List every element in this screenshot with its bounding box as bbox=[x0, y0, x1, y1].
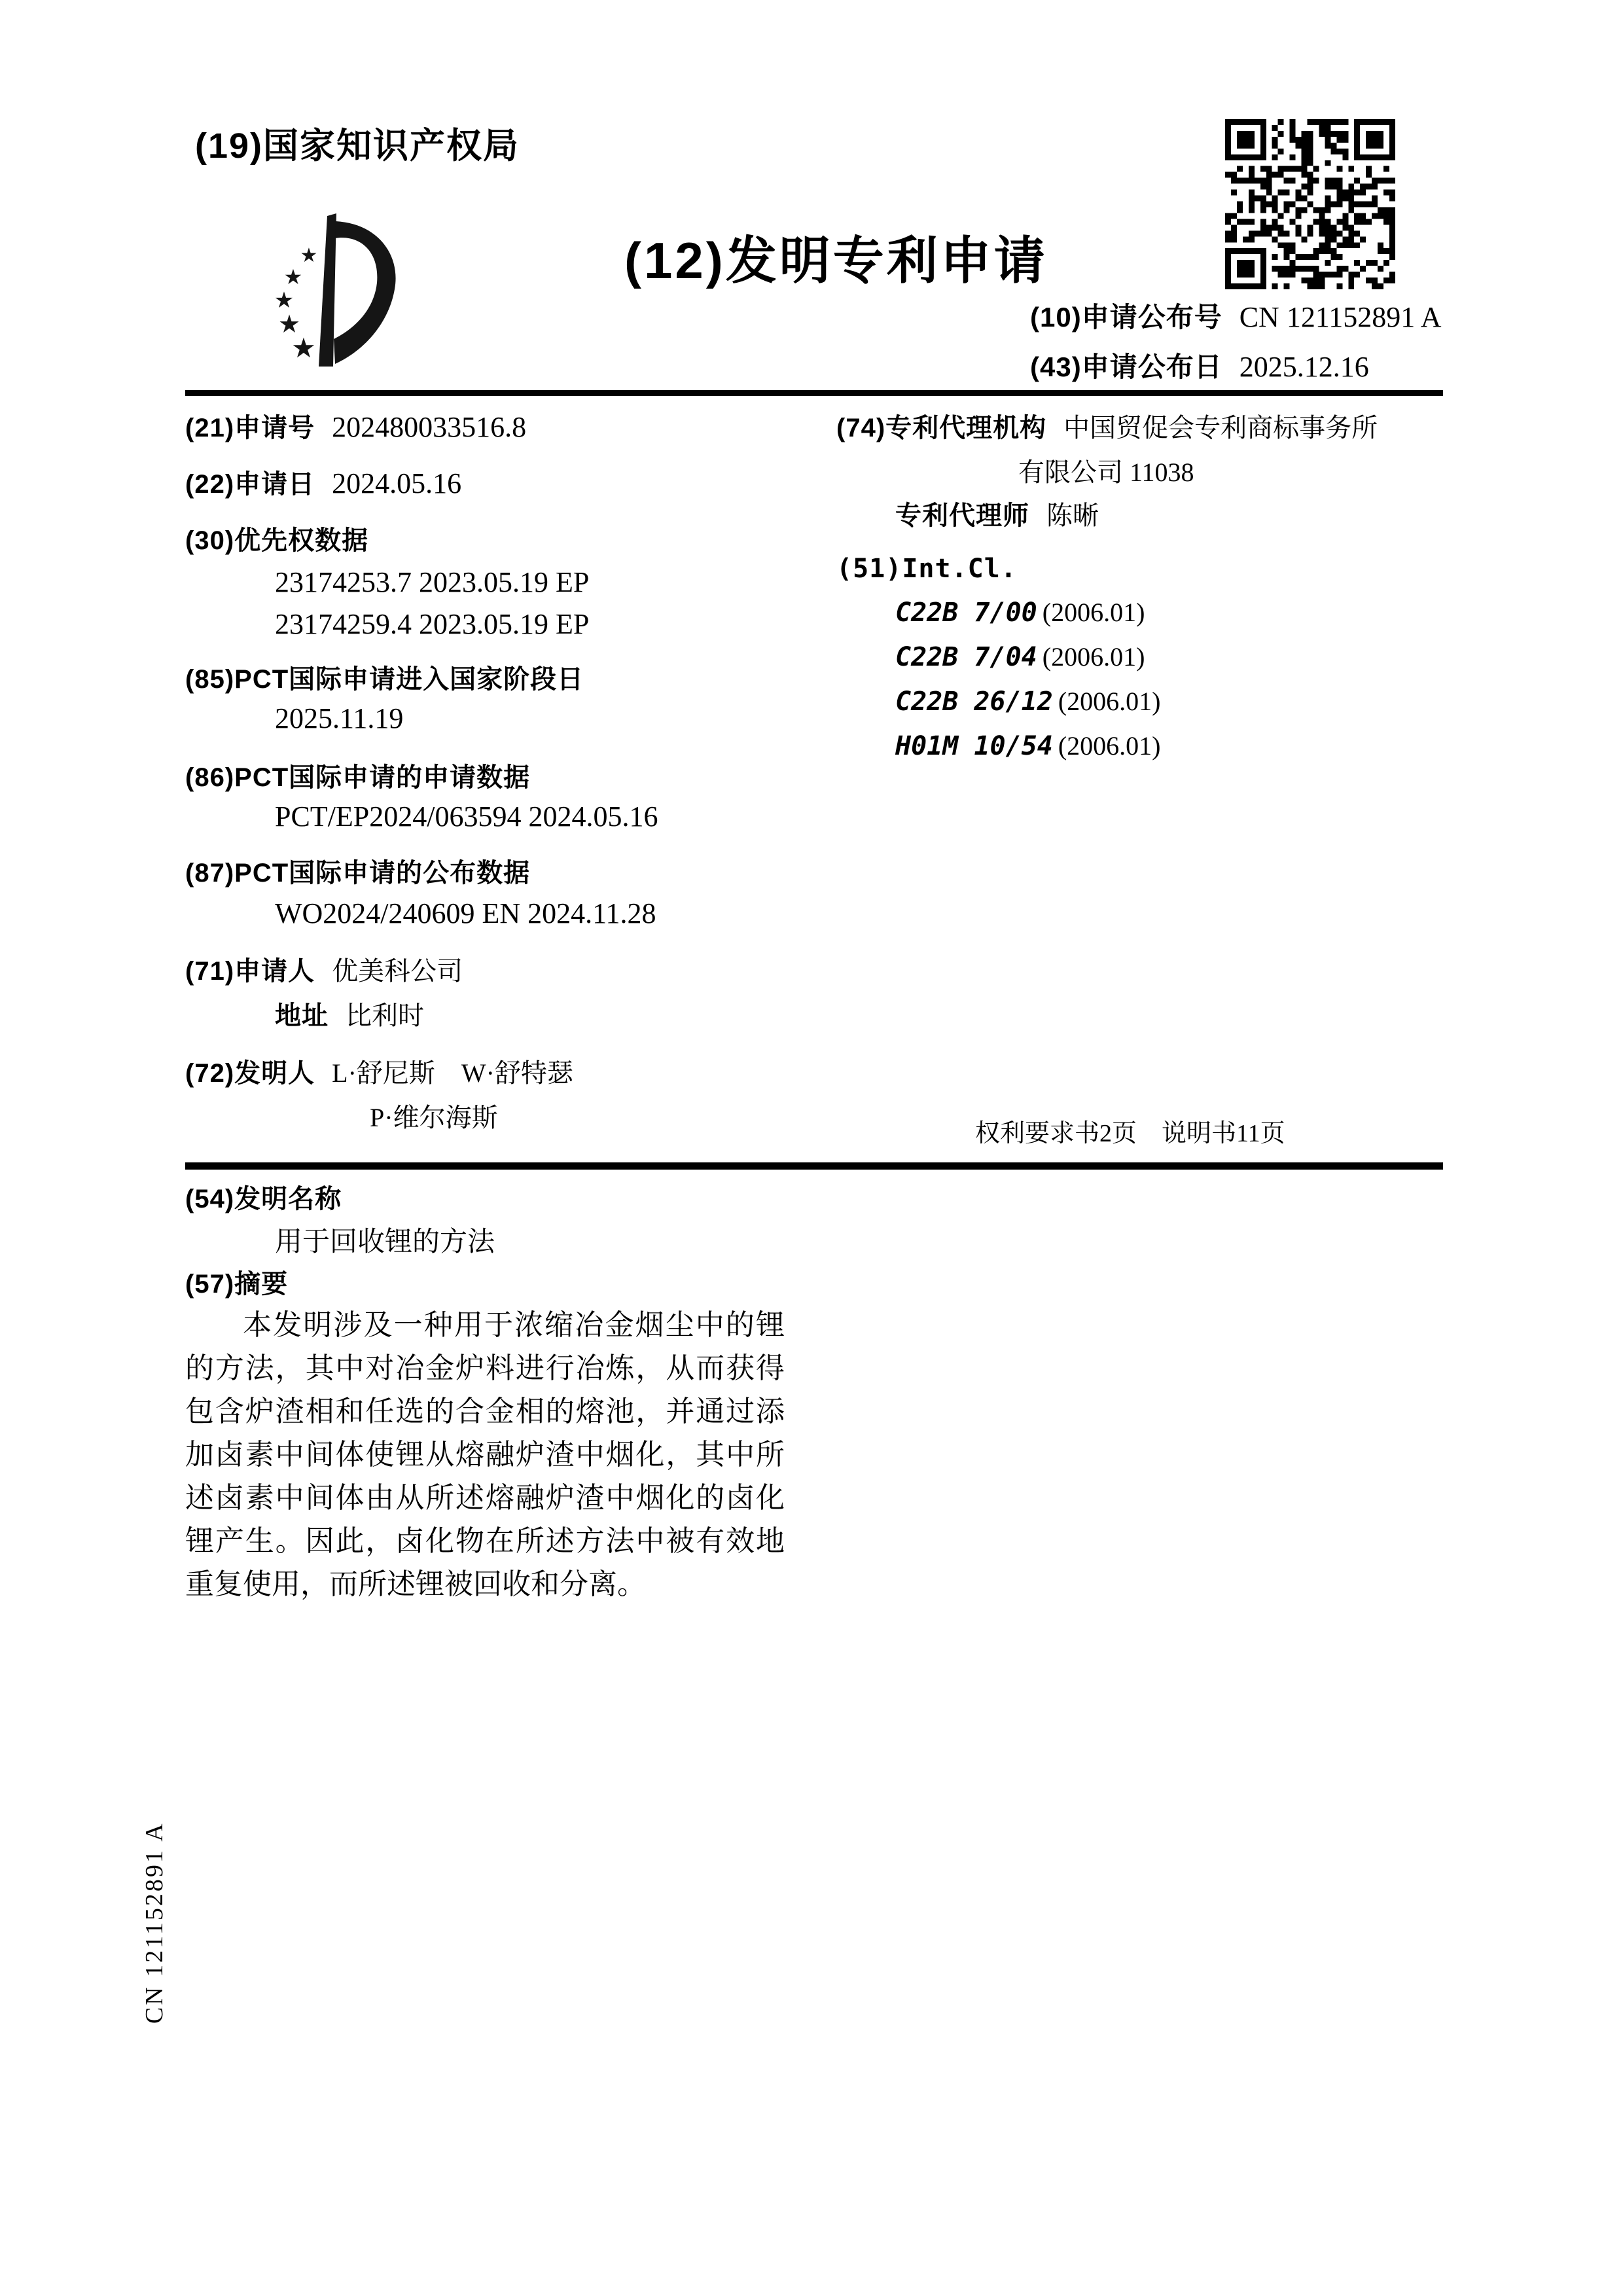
pct-application-data-value: PCT/EP2024/063594 2024.05.16 bbox=[275, 800, 658, 833]
pct-application-data-label: (86)PCT国际申请的申请数据 bbox=[185, 763, 531, 792]
intcl-entry bbox=[895, 686, 1160, 717]
svg-text:★: ★ bbox=[300, 244, 318, 267]
publication-date-value: 2025.12.16 bbox=[1239, 351, 1369, 383]
publication-number-row bbox=[1030, 296, 1442, 335]
inventors-label: (72)发明人 bbox=[185, 1059, 315, 1088]
application-number-value: 202480033516.8 bbox=[332, 411, 527, 443]
applicant-address-row bbox=[275, 995, 424, 1032]
pct-publication-data-value: WO2024/240609 EN 2024.11.28 bbox=[275, 897, 656, 929]
patent-agency-name: 中国贸促会专利商标事务所 bbox=[1063, 413, 1378, 442]
intcl-entry bbox=[895, 730, 1160, 761]
publication-date-row bbox=[1030, 346, 1369, 385]
svg-text:★: ★ bbox=[283, 264, 303, 289]
priority-data-line: 23174253.7 2023.05.19 EP bbox=[275, 566, 590, 598]
intcl-label-row bbox=[836, 554, 1017, 584]
patent-agent-row bbox=[895, 495, 1099, 532]
publication-number-value: CN 121152891 A bbox=[1239, 301, 1442, 333]
body-divider-rule bbox=[185, 1162, 1443, 1170]
pct-national-entry-label: (85)PCT国际申请进入国家阶段日 bbox=[185, 665, 584, 694]
intcl-version: (2006.01) bbox=[1042, 642, 1145, 672]
pct-publication-data-label-row bbox=[185, 852, 530, 889]
pages-count-note: 权利要求书2页 说明书11页 bbox=[975, 1120, 1285, 1147]
header-divider-rule bbox=[185, 390, 1443, 396]
application-date-row bbox=[185, 463, 461, 501]
intcl-code: H01M 10/54 bbox=[895, 731, 1053, 761]
invention-title: 用于回收锂的方法 bbox=[275, 1227, 495, 1257]
intcl-label: (51)Int.Cl. bbox=[836, 554, 1017, 584]
svg-text:★: ★ bbox=[291, 332, 316, 364]
abstract-label-row bbox=[185, 1263, 288, 1300]
application-number-label: (21)申请号 bbox=[185, 414, 315, 442]
cnipa-logo-icon bbox=[251, 211, 414, 372]
pct-application-data-label-row bbox=[185, 757, 530, 794]
invention-title-label: (54)发明名称 bbox=[185, 1185, 342, 1213]
intcl-version: (2006.01) bbox=[1042, 598, 1145, 627]
abstract-text: 本发明涉及一种用于浓缩冶金烟尘中的锂的方法，其中对冶金炉料进行冶炼，从而获得包含炉渣相和任选的合金相的熔池，并通过添加卤素中间体使锂从熔融炉渣中烟化，其中所述卤素中间体由从所述熔融炉渣中烟化的卤化锂产生。因此，卤化物在所述方法中被有效地重复使用，而所述锂被回收和分离。 bbox=[185, 1309, 785, 1600]
priority-data-label: (30)优先权数据 bbox=[185, 526, 369, 555]
svg-text:★: ★ bbox=[277, 310, 301, 338]
application-number-row bbox=[185, 407, 526, 444]
intcl-code: C22B 7/04 bbox=[895, 642, 1037, 672]
publication-number-label: (10)申请公布号 bbox=[1030, 302, 1222, 332]
applicant-label: (71)申请人 bbox=[185, 957, 315, 986]
inventors-line-2: P·维尔海斯 bbox=[370, 1103, 498, 1132]
svg-text:★: ★ bbox=[274, 287, 294, 314]
application-date-label: (22)申请日 bbox=[185, 470, 315, 499]
side-publication-code: CN 121152891 A bbox=[141, 1821, 168, 2024]
priority-data-label-row bbox=[185, 520, 368, 557]
intcl-entry bbox=[895, 597, 1145, 628]
pct-national-entry-date: 2025.11.19 bbox=[275, 702, 404, 734]
intcl-code: C22B 7/00 bbox=[895, 598, 1037, 628]
patent-agent-label: 专利代理师 bbox=[895, 501, 1029, 530]
applicant-row bbox=[185, 950, 463, 988]
applicant-address-value: 比利时 bbox=[346, 1001, 424, 1030]
inventors-line-1: L·舒尼斯 W·舒特瑟 bbox=[332, 1058, 573, 1088]
patent-agency-name-line-2: 有限公司 11038 bbox=[1018, 457, 1194, 487]
patent-agency-row bbox=[836, 407, 1378, 444]
document-type-title: (12)发明专利申请 bbox=[624, 232, 1048, 289]
applicant-address-label: 地址 bbox=[275, 1001, 329, 1030]
pct-national-entry-label-row bbox=[185, 658, 584, 696]
inventors-row bbox=[185, 1052, 573, 1090]
publication-date-label: (43)申请公布日 bbox=[1030, 351, 1222, 382]
patent-agency-label: (74)专利代理机构 bbox=[836, 414, 1047, 442]
intcl-version: (2006.01) bbox=[1058, 731, 1161, 761]
invention-title-label-row bbox=[185, 1178, 342, 1215]
pct-publication-data-label: (87)PCT国际申请的公布数据 bbox=[185, 859, 531, 888]
qr-code bbox=[1225, 119, 1395, 289]
priority-data-line: 23174259.4 2023.05.19 EP bbox=[275, 608, 590, 640]
applicant-name: 优美科公司 bbox=[332, 956, 463, 986]
intcl-version: (2006.01) bbox=[1058, 687, 1161, 716]
patent-agent-name: 陈晰 bbox=[1046, 501, 1099, 530]
cnipa-logo-svg bbox=[251, 211, 414, 372]
abstract-label: (57)摘要 bbox=[185, 1270, 289, 1299]
intcl-code: C22B 26/12 bbox=[895, 687, 1053, 717]
intcl-entry bbox=[895, 641, 1145, 672]
application-date-value: 2024.05.16 bbox=[332, 467, 462, 499]
patent-office-name: (19)国家知识产权局 bbox=[195, 126, 520, 166]
